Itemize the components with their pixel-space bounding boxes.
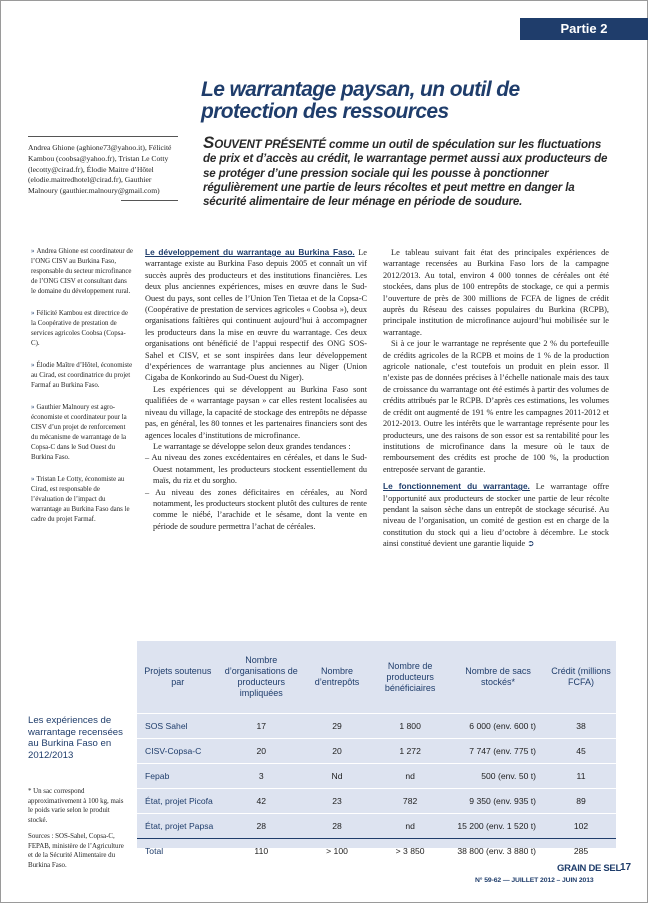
cell-project: État, projet Picofa — [137, 789, 219, 814]
cell: 9 350 (env. 935 t) — [450, 789, 546, 814]
table-row — [137, 714, 616, 739]
paragraph: Le warrantage se développe selon deux grandes tendances : — [153, 441, 351, 451]
page-number: 17 — [620, 862, 632, 873]
cell: 15 200 (env. 1 520 t) — [450, 814, 546, 839]
bio-le-cotty — [31, 475, 133, 525]
issue-line: N° 59-62 — JUILLET 2012 – JUIN 2013 — [475, 877, 594, 884]
paragraph: Les expériences qui se développent au Burkina Faso sont qualifiées de « warrantage paysan » car elles restent localisées au niveau du village, la capacité de stockage des entrepôts ne dépasse pas, en général, les 80 tonnes et les partenaires financiers sont des agences locales d’institutions de microfinance. — [145, 384, 367, 440]
lead-paragraph — [203, 133, 611, 209]
cell: 500 (env. 50 t) — [450, 764, 546, 789]
cell: 3 — [219, 764, 304, 789]
table-footnote: * Un sac correspond approximativement à 100 kg, mais le poids varie selon le produit stocké. — [28, 788, 124, 824]
paragraph — [145, 247, 367, 384]
continue-arrow-icon: ➲ — [527, 539, 535, 549]
cell-project: Fepab — [137, 764, 219, 789]
authors-top-rule — [28, 136, 178, 137]
bio-ghione — [31, 247, 133, 297]
bio-text: Élodie Maître d’Hôtel, économiste au Cirad, est coordinatrice du projet Farmaf au Burkina Faso. — [31, 362, 133, 389]
cell: > 3 850 — [370, 839, 450, 864]
section-heading: Le fonctionnement du warrantage. — [383, 481, 530, 492]
paragraph-text: Le warrantage existe au Burkina Faso depuis 2005 et connaît un vif succès auprès des producteurs et des institutions financières. Les deux plus anciennes expériences, mises en œuvre dans le Sud-Ouest du pays, sont celles de l’Union Ten Tietaa et de la Copsa-C (Coopérative de prestation de services agricoles « Coobsa »), deux organisations faîtières qui continuent aujourd’hui à accompagner les producteurs dans la mise en œuvre du warrantage. Ces deux organisations ont bénéficié de l’appui respectif des ONG SOS-Sahel et CISV, et se sont inspirées dans leur développement d’expériences de warrantage plus anciennes au Niger (Union Cigaba de Konkorindo au Sud-Ouest du Niger). — [145, 248, 367, 383]
cell: 20 — [219, 739, 304, 764]
cell: 28 — [304, 814, 370, 839]
cell: 7 747 (env. 775 t) — [450, 739, 546, 764]
cell: nd — [370, 764, 450, 789]
lead-text: OUVENT PRÉSENTÉ comme un outil de spéculation sur les fluctuations de prix et d’accès au crédit, le warrantage permet aussi aux producteurs de se protéger d’une pression sociale qui les pousse à ponctionner régulièrement une partie de leurs récoltes et peut mettre en danger la sécurité alimentaire de leur ménage en période de soudure. — [203, 138, 608, 209]
list-item: – Au niveau des zones excédentaires en céréales, et dans le Sud-Ouest notamment, les producteurs stockent essentiellement du maïs, du riz et du sorgho. — [145, 453, 367, 486]
bio-text: Félicité Kambou est directrice de la Coopérative de prestation de services agricoles Coobsa (Copsa-C). — [31, 310, 128, 347]
cell: 6 000 (env. 600 t) — [450, 714, 546, 739]
authors-bottom-rule — [121, 200, 178, 201]
cell: Nd — [304, 764, 370, 789]
section-heading: Le développement du warrantage au Burkina Faso. — [145, 247, 355, 257]
table-total-row — [137, 839, 616, 864]
col-header-sacs: Nombre de sacs stockés* — [465, 666, 531, 687]
bio-maitre-dhotel — [31, 361, 133, 391]
cell: 782 — [370, 789, 450, 814]
magazine-brand: GRAIN DE SEL — [557, 863, 621, 874]
cell-project: État, projet Papsa — [137, 814, 219, 839]
bullet-arrow-icon: » — [31, 404, 35, 411]
bio-text: Tristan Le Cotty, économiste au Cirad, est responsable de l’évaluation de l’impact du warrantage au Burkina Faso dans le cadre du projet Farmaf. — [31, 476, 130, 523]
cell: 1 272 — [370, 739, 450, 764]
cell: 42 — [219, 789, 304, 814]
cell-project: Total — [137, 839, 219, 864]
cell: 20 — [304, 739, 370, 764]
author-bios — [31, 247, 133, 537]
paragraph: Si à ce jour le warrantage ne représente que 2 % du portefeuille de crédits agricoles de la RCPB et moins de 1 % de la production agricole nationale, c’est toutefois un produit en plein essor. Il n’existe pas de données précises à l’échelle nationale mais des taux de croissance du warrantage ont été estimés à partir des volumes de crédits attribués par le RCPB. D’après ces estimations, les volumes de crédit ont augmenté de 191 % entre les campagnes 2011-2012 et 2012-2013. Outre les intérêts que le warrantage représente pour les producteurs, une des raisons de son essor est sa rentabilité pour les institutions de microfinance dans la mesure où le taux de remboursement des crédits est proche de 100 %, la production entreposée servant de garantie. — [383, 339, 609, 474]
cell: 29 — [304, 714, 370, 739]
cell: 45 — [546, 739, 616, 764]
paragraph — [383, 481, 609, 549]
article-title: Le warrantage paysan, un outil de protection des ressources — [201, 78, 520, 123]
table-row — [137, 789, 616, 814]
col-header-entrepots: Nombre d’entrepôts — [314, 666, 360, 687]
col-header-producteurs: Nombre de producteurs bénéficiaires — [384, 660, 436, 693]
cell: 17 — [219, 714, 304, 739]
paragraph-text: Le warrantage offre l’opportunité aux producteurs de stocker une partie de leur récolte pendant la saison sèche dans un entrepôt de stockage sécurisé. Au niveau de l’organisation, un comité de gestion est en charge de la constitution du stock qui a lieu d’octobre à décembre. Le stock ainsi constitué devient une garantie liquide — [383, 482, 610, 549]
bullet-arrow-icon: » — [31, 248, 35, 255]
cell: 11 — [546, 764, 616, 789]
body-column-right — [383, 247, 609, 550]
cell: 110 — [219, 839, 304, 864]
cell: 285 — [546, 839, 616, 864]
cell: 89 — [546, 789, 616, 814]
cell: 1 800 — [370, 714, 450, 739]
cell-project: CISV-Copsa-C — [137, 739, 219, 764]
list-item: – Au niveau des zones déficitaires en céréales, au Nord notamment, les producteurs stockent plutôt des cultures de rente comme le niébé, l’arachide et le sésame, dont la vente en période de soudure permettra l’achat de céréales. — [145, 487, 367, 531]
cell: 23 — [304, 789, 370, 814]
cell-project: SOS Sahel — [137, 714, 219, 739]
warrantage-table — [137, 641, 616, 863]
section-tab: Partie 2 — [520, 18, 648, 40]
cell: 38 800 (env. 3 880 t) — [450, 839, 546, 864]
table-row — [137, 814, 616, 839]
table-notes — [28, 787, 128, 877]
bullet-arrow-icon: » — [31, 476, 35, 483]
table-row — [137, 764, 616, 789]
authors-line: Andrea Ghione (aghione73@yahoo.it), Félicité Kambou (coobsa@yahoo.fr), Tristan Le Cotty (lecotty@cirad.fr), Élodie Maitre d’Hôtel (elodie.maitredhotel@cirad.fr), Gauthier Malnoury (gauthier.malnoury@gmail.com) — [28, 143, 172, 196]
col-header-projets: Projets soutenus par — [144, 666, 212, 687]
lead-initial: S — [203, 133, 215, 152]
body-column-left — [145, 247, 367, 532]
bio-malnoury — [31, 403, 133, 463]
cell: 28 — [219, 814, 304, 839]
bio-text: Gauthier Malnoury est agro-économiste et coordinateur pour la CISV d’un projet de renforcement du mécanisme de warrantage de la Copsa-C dans le Sud Ouest du Burkina Faso. — [31, 404, 127, 461]
cell: 102 — [546, 814, 616, 839]
bio-text: Andrea Ghione est coordinateur de l’ONG CISV au Burkina Faso, responsable du secteur microfinance de l’ONG CISV et consultant dans le domaine du développement rural. — [31, 248, 133, 295]
cell: 38 — [546, 714, 616, 739]
paragraph: Le tableau suivant fait état des principales expériences de warrantage recensées au Burkina Faso lors de la campagne 2012/2013. Au total, environ 4 000 tonnes de céréales ont été stockées, dans plus de 100 entrepôts de stockage, ce qui a permis l’ouverture de près de 300 millions de FCFA de lignes de crédit auprès du Réseau des caisses populaires du Burkina (RCPB), principale institution de microfinance aujourd’hui mobilisée sur le warrantage. — [383, 248, 609, 337]
table-caption: Les expériences de warrantage recensées au Burkina Faso en 2012/2013 — [28, 715, 123, 761]
table-header-row — [137, 641, 616, 714]
bullet-arrow-icon: » — [31, 310, 35, 317]
col-header-credit: Crédit (millions FCFA) — [551, 666, 611, 687]
bio-kambou — [31, 309, 133, 349]
bullet-arrow-icon: » — [31, 362, 35, 369]
cell: > 100 — [304, 839, 370, 864]
cell: nd — [370, 814, 450, 839]
table-row — [137, 739, 616, 764]
col-header-organisations: Nombre d’organisations de producteurs impliquées — [224, 655, 298, 698]
table-sources: Sources : SOS-Sahel, Copsa-C, FEPAB, ministère de l’Agriculture et de la Sécurité Alimentaire du Burkina Faso. — [28, 833, 124, 869]
